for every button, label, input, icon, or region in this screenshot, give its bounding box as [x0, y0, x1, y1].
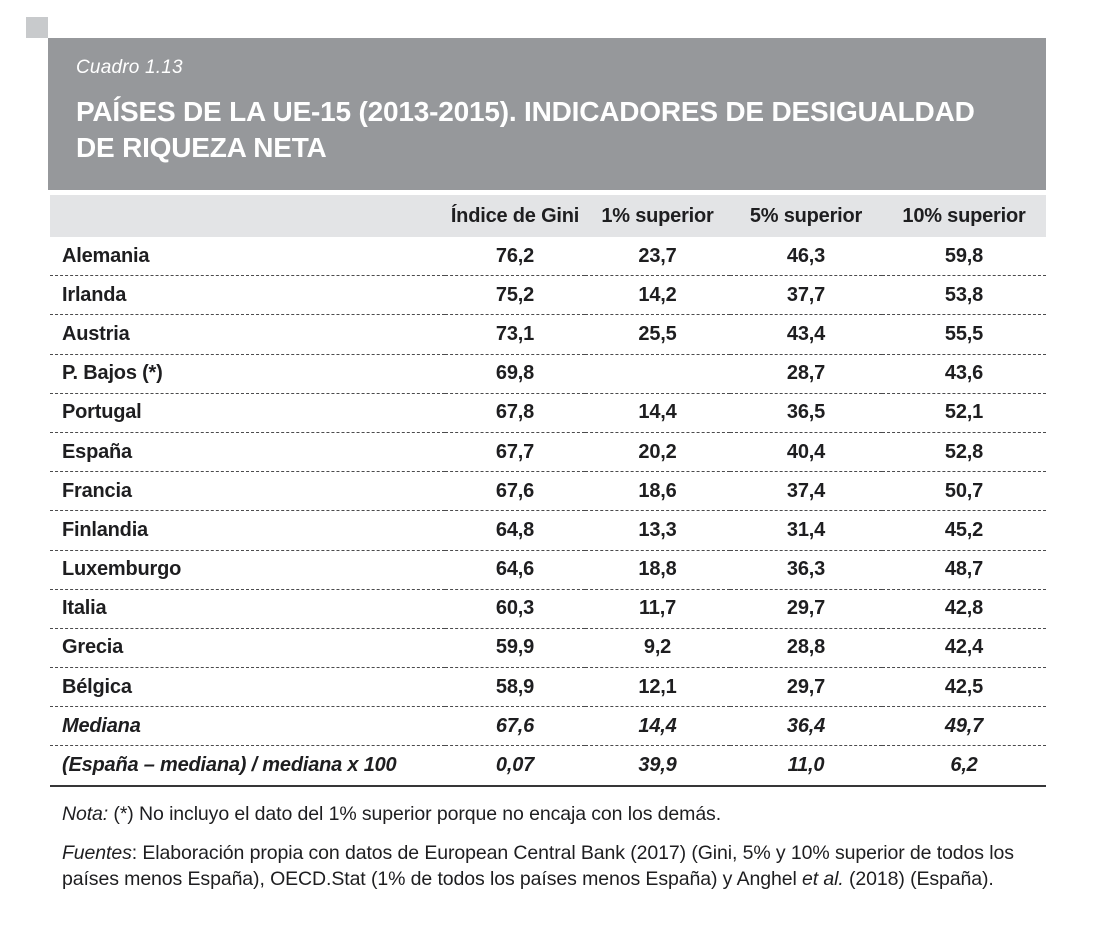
table-header-band — [48, 38, 1046, 190]
table-row — [50, 628, 1046, 667]
table-label: Cuadro 1.13 — [76, 57, 183, 78]
row-value: 67,7 — [445, 432, 585, 471]
row-value: 14,2 — [585, 276, 730, 315]
row-label: España — [50, 432, 445, 471]
row-value: 67,6 — [445, 472, 585, 511]
row-value: 37,7 — [730, 276, 882, 315]
row-value: 69,8 — [445, 354, 585, 393]
row-label: (España – mediana) / mediana x 100 — [50, 746, 445, 786]
row-value: 43,6 — [882, 354, 1046, 393]
row-value: 18,6 — [585, 472, 730, 511]
row-value: 31,4 — [730, 511, 882, 550]
table-header-row — [50, 195, 1046, 237]
column-header-top1: 1% superior — [585, 195, 730, 237]
row-value: 12,1 — [585, 668, 730, 707]
row-value: 48,7 — [882, 550, 1046, 589]
row-label: Luxemburgo — [50, 550, 445, 589]
table-title — [76, 94, 1018, 166]
row-label: Grecia — [50, 628, 445, 667]
table-row — [50, 354, 1046, 393]
row-value — [585, 354, 730, 393]
row-value: 75,2 — [445, 276, 585, 315]
row-label: Italia — [50, 589, 445, 628]
row-label: Bélgica — [50, 668, 445, 707]
row-value: 37,4 — [730, 472, 882, 511]
row-value: 36,5 — [730, 393, 882, 432]
row-label: Finlandia — [50, 511, 445, 550]
row-value: 36,4 — [730, 707, 882, 746]
row-value: 42,4 — [882, 628, 1046, 667]
note-sources — [62, 840, 1046, 892]
row-value: 67,8 — [445, 393, 585, 432]
row-value: 60,3 — [445, 589, 585, 628]
row-value: 29,7 — [730, 668, 882, 707]
row-value: 64,6 — [445, 550, 585, 589]
row-label: Mediana — [50, 707, 445, 746]
row-value: 58,9 — [445, 668, 585, 707]
row-value: 73,1 — [445, 315, 585, 354]
note-asterisk — [62, 801, 1046, 827]
table-row — [50, 707, 1046, 746]
row-value: 13,3 — [585, 511, 730, 550]
row-value: 28,8 — [730, 628, 882, 667]
row-value: 25,5 — [585, 315, 730, 354]
table-row — [50, 589, 1046, 628]
row-value: 43,4 — [730, 315, 882, 354]
table-row — [50, 393, 1046, 432]
row-value: 46,3 — [730, 237, 882, 276]
table-row — [50, 237, 1046, 276]
table-title-line2: DE RIQUEZA NETA — [76, 132, 327, 163]
row-value: 29,7 — [730, 589, 882, 628]
row-value: 23,7 — [585, 237, 730, 276]
row-value: 6,2 — [882, 746, 1046, 786]
row-label: Austria — [50, 315, 445, 354]
row-value: 18,8 — [585, 550, 730, 589]
row-label: Portugal — [50, 393, 445, 432]
column-header-top10: 10% superior — [882, 195, 1046, 237]
row-value: 64,8 — [445, 511, 585, 550]
table-title-line1: PAÍSES DE LA UE-15 (2013-2015). INDICADORES DE DESIGUALDAD — [76, 96, 975, 127]
sources-etal: et al. — [802, 868, 844, 890]
sources-label: Fuentes — [62, 842, 132, 864]
column-header-gini: Índice de Gini — [445, 195, 585, 237]
note-label: Nota: — [62, 803, 109, 825]
sources-text-2: (2018) (España). — [843, 868, 994, 890]
row-value: 59,9 — [445, 628, 585, 667]
row-value: 14,4 — [585, 707, 730, 746]
row-value: 67,6 — [445, 707, 585, 746]
table-row — [50, 746, 1046, 786]
row-value: 76,2 — [445, 237, 585, 276]
sources-text-1: : Elaboración propia con datos de European Central Bank (2017) (Gini, 5% y 10% superior de todos los países menos España), OECD.Stat (1% de todos los países menos España) y Anghel — [62, 842, 1014, 890]
table-row — [50, 550, 1046, 589]
row-value: 11,0 — [730, 746, 882, 786]
row-value: 28,7 — [730, 354, 882, 393]
row-label: P. Bajos (*) — [50, 354, 445, 393]
table-row — [50, 472, 1046, 511]
data-table — [50, 195, 1046, 787]
row-value: 59,8 — [882, 237, 1046, 276]
row-value: 42,5 — [882, 668, 1046, 707]
row-value: 53,8 — [882, 276, 1046, 315]
row-label: Irlanda — [50, 276, 445, 315]
row-value: 45,2 — [882, 511, 1046, 550]
row-value: 50,7 — [882, 472, 1046, 511]
table-row — [50, 315, 1046, 354]
row-value: 55,5 — [882, 315, 1046, 354]
column-header-country — [50, 195, 445, 237]
row-value: 20,2 — [585, 432, 730, 471]
notes-section — [62, 801, 1046, 905]
row-value: 42,8 — [882, 589, 1046, 628]
corner-decoration — [26, 17, 48, 38]
row-value: 9,2 — [585, 628, 730, 667]
row-value: 36,3 — [730, 550, 882, 589]
note-text: (*) No incluyo el dato del 1% superior porque no encaja con los demás. — [108, 803, 722, 825]
row-value: 40,4 — [730, 432, 882, 471]
row-value: 11,7 — [585, 589, 730, 628]
table-row — [50, 432, 1046, 471]
row-value: 39,9 — [585, 746, 730, 786]
table-body — [50, 237, 1046, 786]
table-row — [50, 668, 1046, 707]
row-value: 52,8 — [882, 432, 1046, 471]
row-value: 14,4 — [585, 393, 730, 432]
row-label: Alemania — [50, 237, 445, 276]
table-row — [50, 511, 1046, 550]
table-row — [50, 276, 1046, 315]
row-label: Francia — [50, 472, 445, 511]
column-header-top5: 5% superior — [730, 195, 882, 237]
row-value: 49,7 — [882, 707, 1046, 746]
row-value: 0,07 — [445, 746, 585, 786]
row-value: 52,1 — [882, 393, 1046, 432]
